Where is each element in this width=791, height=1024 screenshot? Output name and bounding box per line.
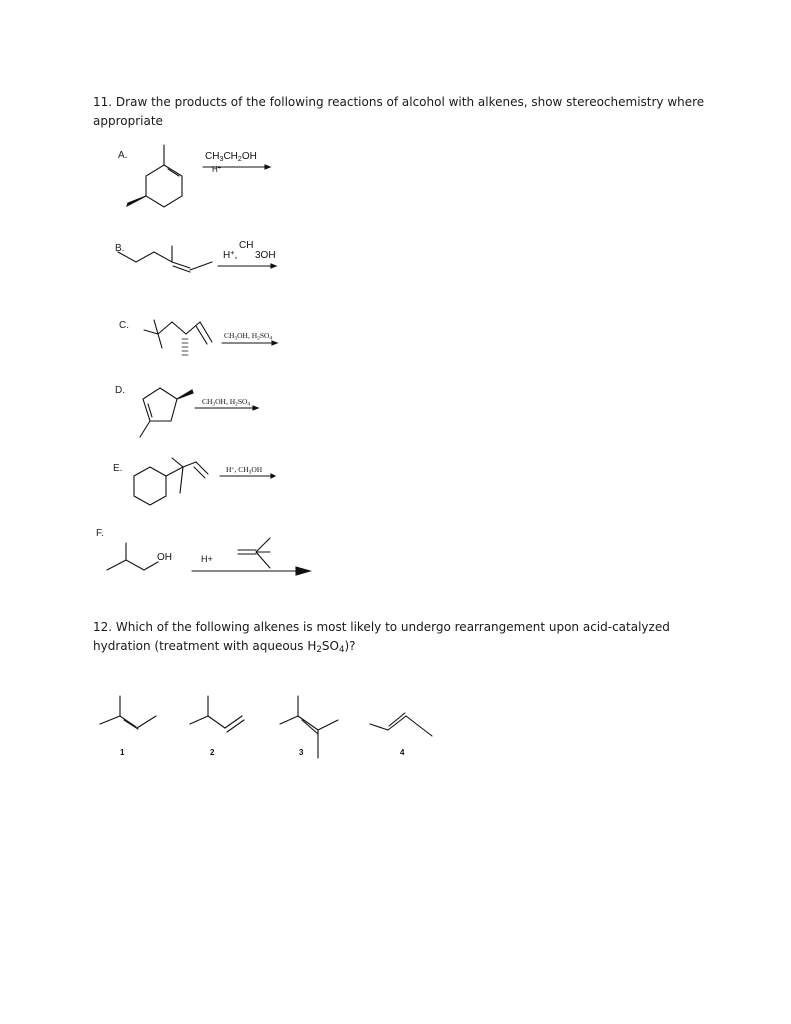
question-12-text-b: SO xyxy=(321,639,339,653)
arrow-f-head xyxy=(296,567,310,575)
alkene-4 xyxy=(370,713,432,736)
alkene-4-number: 4 xyxy=(400,748,405,757)
reaction-b-label: B. xyxy=(115,243,125,254)
product-f-oh: OH xyxy=(157,552,172,563)
question-12-sub1: 2 xyxy=(316,645,322,656)
question-11-number: 11. xyxy=(93,95,113,109)
question-12-text-c: )? xyxy=(344,639,356,653)
alkene-1-number: 1 xyxy=(120,748,125,757)
question-12-sub2: 4 xyxy=(338,645,345,656)
reagent-c: $CH_3OH$, $H_2SO_4$ xyxy=(224,331,273,342)
reagent-b-oh: 3OH xyxy=(255,250,276,261)
arrow-a-head xyxy=(265,165,270,169)
question-11-text: Draw the products of the following reactions of alcohol with alkenes, show stereochemistry where appropriate xyxy=(93,95,705,128)
question-12-number: 12. xyxy=(93,620,113,634)
alkene-1 xyxy=(100,696,156,729)
alkene-2-number: 2 xyxy=(210,748,215,757)
structure-c xyxy=(144,320,212,355)
reaction-f-label: F. xyxy=(96,528,104,539)
reagent-f-h: H+ xyxy=(201,554,213,564)
arrow-d-head xyxy=(253,406,258,410)
reaction-a-label: A. xyxy=(118,150,128,161)
reaction-d-label: D. xyxy=(115,385,125,396)
reagent-alkene-f xyxy=(238,538,270,568)
arrow-e-head xyxy=(271,474,275,478)
reaction-e-label: E. xyxy=(113,463,123,474)
alkene-3 xyxy=(280,696,338,758)
alkene-2 xyxy=(190,696,244,732)
reagent-e: H+, $CH_3OH$ xyxy=(226,465,263,476)
structure-b xyxy=(118,246,212,272)
reagent-d: $CH_3OH$, $H_2SO_4$ xyxy=(202,397,251,408)
arrow-b-head xyxy=(271,264,276,268)
structure-e xyxy=(134,458,208,505)
structure-d xyxy=(140,388,193,437)
reagent-a-bottom: H+ xyxy=(212,165,222,174)
structure-f xyxy=(107,543,158,570)
reagent-b-ch: CH xyxy=(239,240,254,251)
alkene-3-number: 3 xyxy=(299,748,304,757)
reagent-a-top: $CH_3CH_2OH$ xyxy=(205,151,257,163)
question-12 xyxy=(93,618,713,660)
structure-a xyxy=(127,145,182,207)
reaction-c-label: C. xyxy=(119,320,129,331)
reagent-b-h: H+, xyxy=(223,248,238,261)
question-12-text-a: Which of the following alkenes is most likely to undergo rearrangement upon acid-catalyzed hydration (treatment with aqueous H xyxy=(93,620,670,653)
arrow-c-head xyxy=(272,341,277,345)
